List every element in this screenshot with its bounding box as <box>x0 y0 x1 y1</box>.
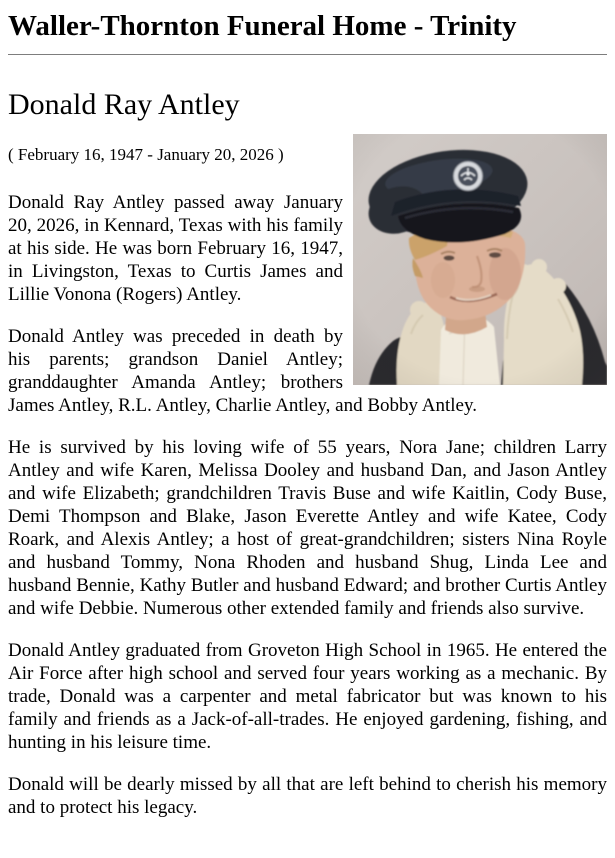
obituary-paragraph-3: He is survived by his loving wife of 55 years, Nora Jane; children Larry Antley and wife Karen, Melissa Dooley and husband Dan, and Jason Antley and wife Elizabeth; grandchildren Travis Buse and wife Kaitlin, Cody Buse, Demi Thompson and Blake, Jason Everette Antley and wife Katee, Cody Roark, and Alexis Antley; a host of great-grandchildren; sisters Nina Royle and husband Tommy, Nona Rhoden and husband Shug, Linda Lee and husband Bennie, Kathy Butler and husband Edward; and brother Curtis Antley and wife Debbie. Numerous other extended family and friends also survive. <box>8 436 607 619</box>
portrait-photo-image <box>353 134 607 385</box>
obituary-paragraph-1: Donald Ray Antley passed away January 20, 2026, in Kennard, Texas with his family at his side. He was born February 16, 1947, in Livingston, Texas to Curtis James and Lillie Vonona (Rogers) Antley. <box>8 191 343 305</box>
deceased-name: Donald Ray Antley <box>8 88 240 122</box>
obituary-paragraph-5: Donald will be dearly missed by all that are left behind to cherish his memory and to protect his legacy. <box>8 773 607 818</box>
life-dates: ( February 16, 1947 - January 20, 2026 ) <box>8 144 284 164</box>
obituary-content <box>8 88 607 819</box>
obituary-paragraph-4: Donald Antley graduated from Groveton High School in 1965. He entered the Air Force after high school and served four years working as a mechanic. By trade, Donald was a carpenter and metal fabricator but was known to his family and friends as a Jack-of-all-trades. He enjoyed gardening, fishing, and hunting in his leisure time. <box>8 639 607 753</box>
photo-vignette <box>353 134 607 385</box>
obituary-paragraph-2: Donald Antley was preceded in death by his parents; grandson Daniel Antley; granddaughter Amanda Antley; brothers James Antley, R.L. Antley, Charlie Antley, and Bobby Antley. <box>8 325 477 416</box>
portrait-photo <box>353 134 607 385</box>
funeral-home-title: Waller-Thornton Funeral Home - Trinity <box>8 10 517 42</box>
header-divider <box>8 54 607 55</box>
